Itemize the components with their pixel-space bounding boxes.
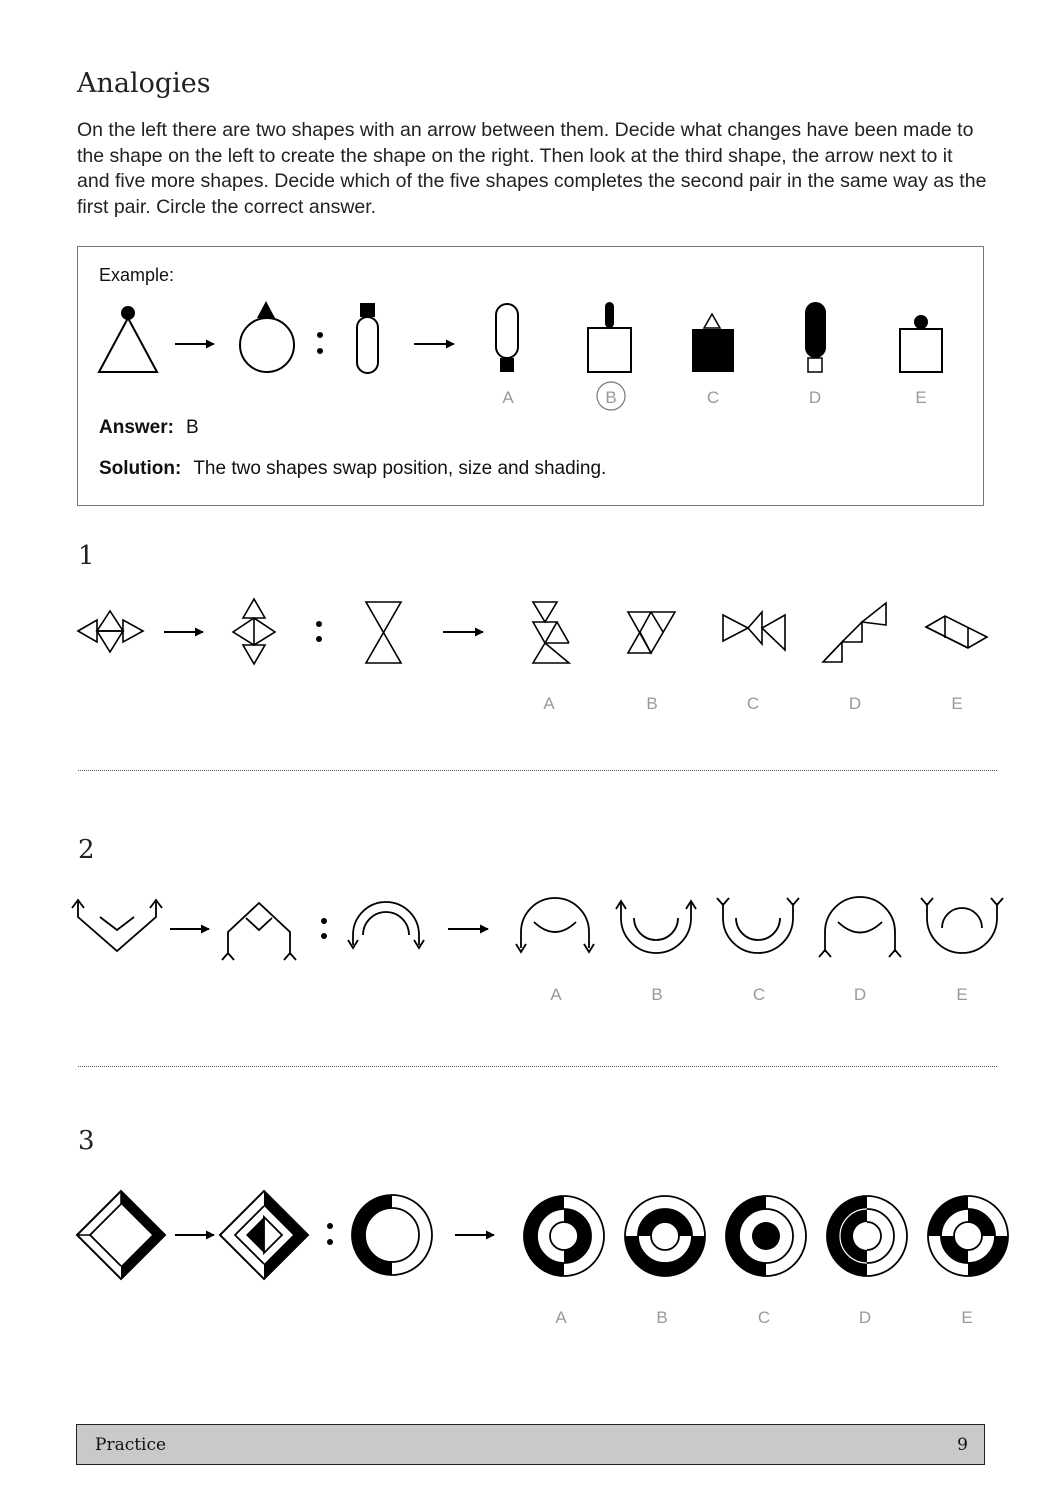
page-title: Analogies [77, 68, 211, 99]
example-label: Example: [99, 265, 175, 285]
q1-option-e-figure [926, 616, 987, 648]
q2-option-b-figure [616, 901, 696, 953]
q2-figure-1 [72, 900, 162, 951]
q2-option-c[interactable]: C [752, 985, 766, 1004]
q3-option-a[interactable]: A [555, 1308, 567, 1327]
example-option-e[interactable]: E [915, 388, 927, 407]
q2-option-c-figure [717, 898, 799, 953]
solution-label: Solution: [99, 458, 182, 479]
q1-option-e[interactable]: E [951, 694, 963, 713]
example-figure-2 [240, 301, 294, 372]
example-option-e-figure [900, 315, 942, 372]
q2-option-d-figure [819, 897, 901, 957]
analogy-separator [327, 1223, 333, 1245]
q2-option-a-figure [516, 898, 594, 952]
q2-figure-2 [222, 903, 296, 960]
answer-value: B [185, 417, 199, 438]
q3-option-d-figure [827, 1196, 907, 1276]
q2-option-b[interactable]: B [651, 985, 663, 1004]
q2-option-a[interactable]: A [550, 985, 562, 1004]
example-figure-1 [99, 306, 157, 372]
q2-option-e[interactable]: E [956, 985, 968, 1004]
example-option-b[interactable]: B [605, 388, 617, 407]
q3-figure-2 [220, 1191, 308, 1279]
q1-option-c-figure [723, 612, 785, 650]
q1-option-b[interactable]: B [646, 694, 658, 713]
q3-option-d[interactable]: D [858, 1308, 872, 1327]
q3-option-a-figure [524, 1196, 604, 1276]
example-figure-3 [357, 303, 378, 373]
q1-option-d-figure [823, 603, 886, 662]
solution-text: The two shapes swap position, size and shading. [193, 458, 607, 479]
q1-option-a[interactable]: A [543, 694, 555, 713]
page-number: 9 [957, 1435, 968, 1455]
page-footer [76, 1424, 985, 1465]
q3-figure-3 [352, 1195, 432, 1275]
analogy-separator [317, 332, 323, 354]
q1-option-d[interactable]: D [848, 694, 862, 713]
example-option-a[interactable]: A [502, 388, 514, 407]
example-option-c-figure [692, 314, 734, 372]
answer-label: Answer: [99, 417, 174, 438]
q2-option-e-figure [921, 898, 1003, 953]
question-2-number: 2 [78, 835, 95, 865]
q3-option-c-figure [726, 1196, 806, 1276]
q3-figure-1 [77, 1191, 165, 1279]
example-option-b-figure [588, 302, 631, 372]
question-1-number: 1 [78, 541, 95, 571]
example-option-d[interactable]: D [808, 388, 822, 407]
q2-option-d[interactable]: D [853, 985, 867, 1004]
q3-option-b-figure [625, 1196, 705, 1276]
q3-option-c[interactable]: C [757, 1308, 771, 1327]
q1-figure-1 [78, 611, 143, 652]
example-option-c[interactable]: C [706, 388, 720, 407]
footer-section-label: Practice [95, 1435, 167, 1455]
q1-option-a-figure [533, 602, 569, 663]
instructions-paragraph: On the left there are two shapes with an arrow between them. Decide what changes have been made to the shape on the left to create the shape on the right. Then look at the third shape, the arrow next to it and five more shapes. Decide which of the five shapes completes the second pair in the same way as the first pair. Circle the correct answer. [77, 119, 987, 218]
q3-option-e[interactable]: E [961, 1308, 973, 1327]
q1-option-c[interactable]: C [746, 694, 760, 713]
q1-option-b-figure [628, 612, 675, 653]
analogy-separator [316, 621, 322, 642]
q3-option-e-figure [928, 1196, 1008, 1276]
analogy-separator [321, 918, 327, 939]
example-option-d-figure [805, 302, 826, 372]
q3-option-b[interactable]: B [656, 1308, 668, 1327]
question-3-number: 3 [78, 1126, 95, 1156]
q1-figure-2 [233, 599, 275, 664]
q1-figure-3 [366, 602, 401, 663]
q2-figure-3 [348, 902, 424, 948]
example-option-a-figure [496, 304, 518, 372]
